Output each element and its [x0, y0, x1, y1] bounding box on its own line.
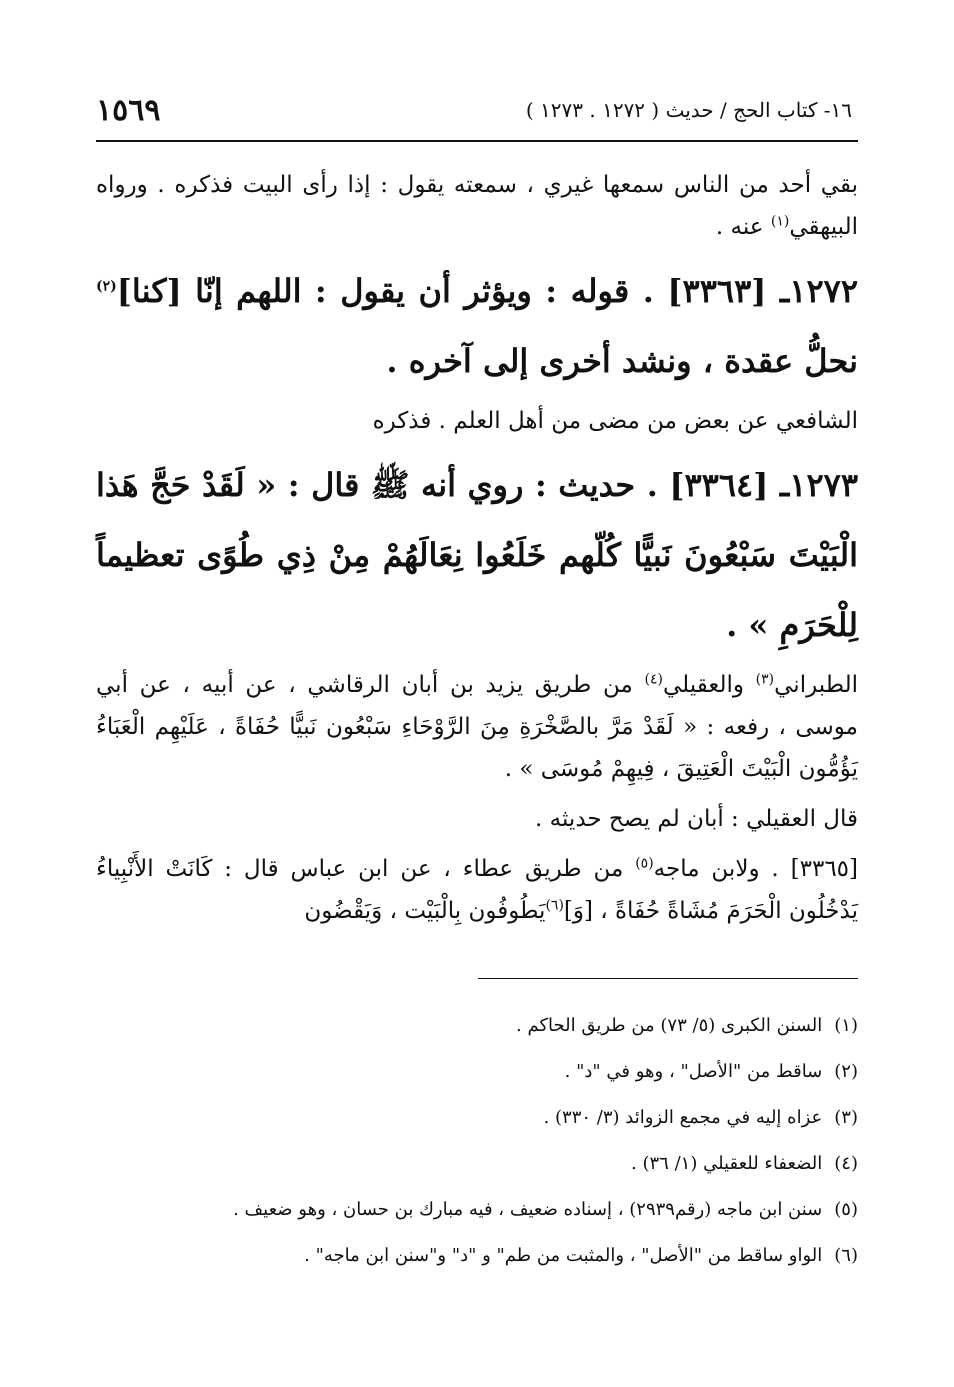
paragraph	[96, 798, 858, 840]
footnote-text: السنن الكبرى (٥/ ٧٣) من طريق الحاكم .	[516, 1015, 823, 1036]
footnote-text: ساقط من "الأصل" ، وهو في "د" .	[564, 1061, 823, 1082]
footnote	[96, 1233, 858, 1279]
footnote	[96, 1049, 858, 1095]
text-span: الشافعي عن بعض من مضى من أهل العلم . فذكره	[372, 408, 858, 434]
header-rule	[96, 140, 858, 142]
paragraph	[96, 164, 858, 248]
footnote-number: (٢)	[834, 1061, 858, 1082]
text-span: عنه .	[715, 214, 771, 240]
footnote	[96, 1141, 858, 1187]
footnote	[96, 1003, 858, 1049]
text-span: البيهقي	[789, 214, 858, 240]
page-header	[96, 88, 858, 132]
text-span: نحلُّ عقدة ، ونشد أخرى إلى آخره .	[386, 342, 858, 380]
paragraph	[96, 664, 858, 790]
hadith-heading-1273	[96, 450, 858, 660]
footnote	[96, 1095, 858, 1141]
text-span: ١٢٧٣ـ [٣٣٦٤] . حديث : روي أنه ﷺ قال : « لَقَدْ حَجَّ هَذا الْبَيْتَ سَبْعُونَ نَبيًّا كُلّهم خَلَعُوا نِعَالَهُمْ مِنْ ذِي طُوًى تعظيماً لِلْحَرَمِ » .	[96, 466, 859, 644]
footnote-ref[interactable]: (٣)	[755, 671, 775, 688]
footnote-ref[interactable]: (٥)	[635, 855, 654, 872]
footnote-number: (٤)	[834, 1153, 858, 1174]
text-span: الطبراني	[774, 672, 858, 698]
text-span: ١٢٧٢ـ [٣٣٦٣] . قوله : ويؤثر أن يقول : اللهم إنّا [كنا]	[116, 272, 859, 310]
footnote-number: (١)	[834, 1015, 858, 1036]
footnote-number: (٥)	[834, 1199, 858, 1220]
footnote-number: (٦)	[834, 1245, 858, 1266]
footnote-ref[interactable]: (٤)	[644, 671, 664, 688]
text-span: والعقيلي	[663, 672, 756, 698]
footnote-ref[interactable]: (٦)	[545, 897, 564, 914]
footnote	[96, 1187, 858, 1233]
footnote-text: الواو ساقط من "الأصل" ، والمثبت من طم" و "د" و"سنن ابن ماجه" .	[304, 1245, 823, 1266]
text-span: يَطُوفُون بِالْبَيْت ، وَيَقْضُون	[304, 898, 546, 924]
text-span: بقي أحد من الناس سمعها غيري ، سمعته يقول : إذا رأى البيت فذكره . ورواه	[96, 172, 858, 198]
footnote-text: عزاه إليه في مجمع الزوائد (٣/ ٣٣٠) .	[543, 1107, 823, 1128]
text-span: من طريق عطاء ، عن ابن عباس قال : كَانَتْ الأَنْبِياءُ يَدْخُلُون الْحَرَمَ مُشَاةً حُفَاةً ، [وَ]	[96, 856, 858, 924]
footnote-text: الضعفاء للعقيلي (١/ ٣٦) .	[631, 1153, 823, 1174]
footnote-ref[interactable]: (٢)	[96, 278, 117, 295]
footnotes	[96, 1003, 858, 1279]
footnote-text: سنن ابن ماجه (رقم٢٩٣٩) ، إسناده ضعيف ، فيه مبارك بن حسان ، وهو ضعيف .	[233, 1199, 823, 1220]
hadith-heading-1272	[96, 256, 858, 396]
footnote-number: (٣)	[834, 1107, 858, 1128]
page-number: ١٥٦٩	[96, 92, 161, 128]
main-text	[96, 164, 858, 940]
paragraph	[96, 848, 858, 932]
footnote-ref[interactable]: (١)	[770, 213, 790, 230]
text-span: قال العقيلي : أبان لم يصح حديثه .	[535, 806, 858, 832]
text-span: [٣٣٦٥] . ولابن ماجه	[653, 856, 859, 882]
text-span: من طريق يزيد بن أبان الرقاشي ، عن أبيه ، عن أبي موسى ، رفعه : « لَقَدْ مَرَّ بالصَّخْرَةِ مِنَ الرَّوْحَاءِ سَبْعُون نَبيًّا حُفَاةً ، عَلَيْهِم الْعَبَاءُ يَؤُمُّون الْبَيْتَ الْعَتِيقَ ، فِيهِمْ مُوسَى » .	[96, 672, 858, 782]
paragraph	[96, 400, 858, 442]
running-title: ١٦- كتاب الحج / حديث ( ١٢٧٢ . ١٢٧٣ )	[525, 98, 852, 122]
footnote-separator	[478, 978, 858, 979]
